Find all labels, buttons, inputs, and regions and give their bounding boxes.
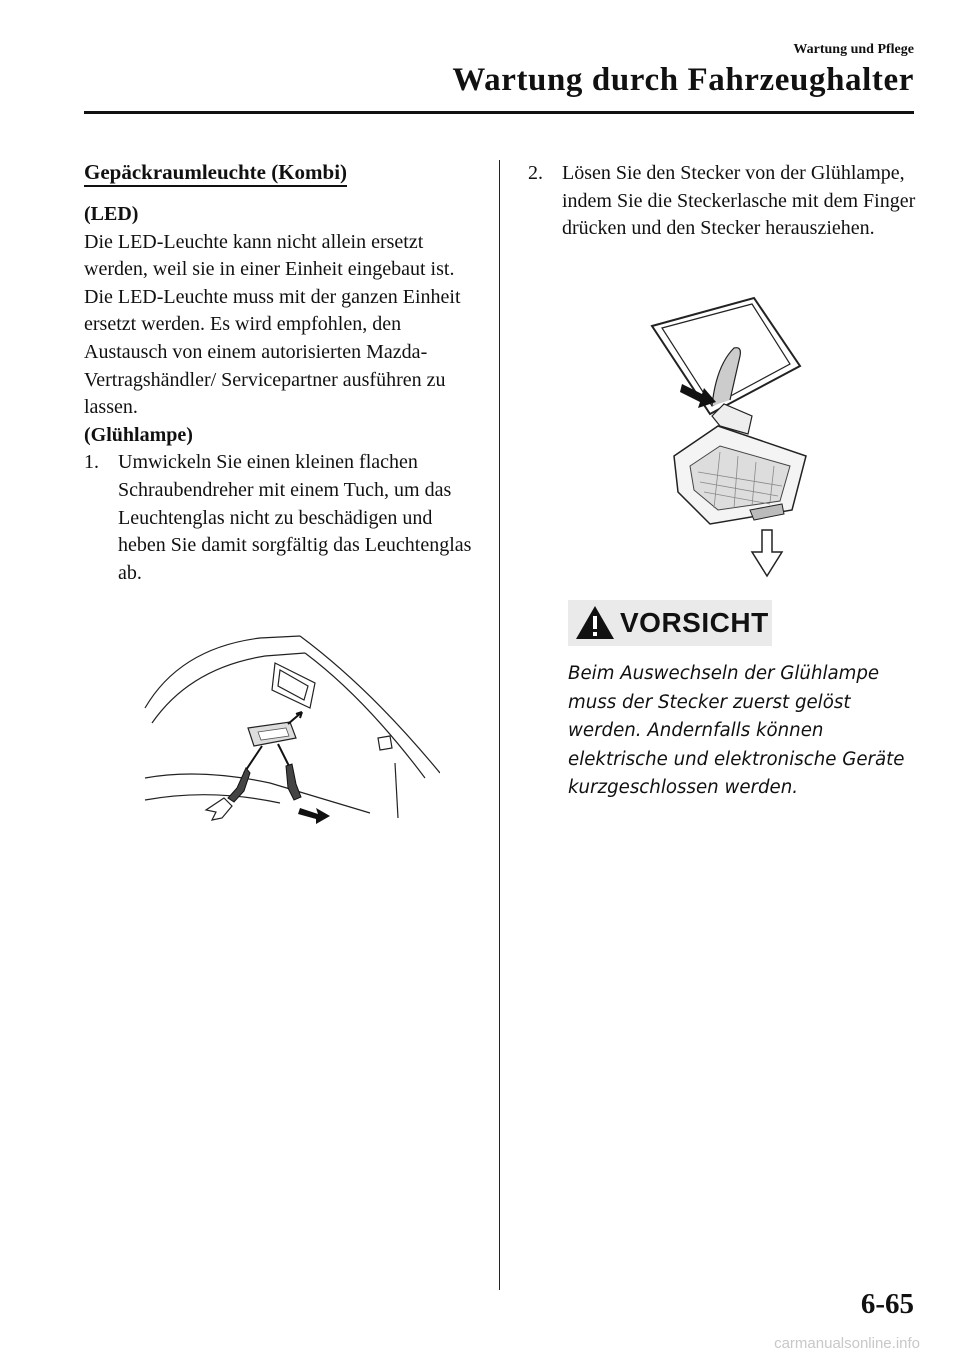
warning-text: Beim Auswechseln der Glühlampe muss der Stecker zuerst gelöst werden. Andernfalls können elektrische und elektronische Geräte kurzgeschlossen werden. xyxy=(568,663,905,798)
figure-connector-removal xyxy=(650,296,810,580)
lens-plate xyxy=(248,722,296,746)
step-1 xyxy=(84,449,479,587)
left-column xyxy=(84,160,479,587)
led-paragraph-1: Die LED-Leuchte kann nicht allein ersetzt werden, weil sie in einer Einheit eingebaut ist. xyxy=(84,230,455,281)
watermark: carmanualsonline.info xyxy=(774,1335,920,1352)
warning-triangle-icon xyxy=(574,603,616,643)
step-2-text: Lösen Sie den Stecker von der Glühlampe, indem Sie die Steckerlasche mit dem Finger drücken und den Stecker herausziehen. xyxy=(562,162,916,240)
pull-down-arrow-icon xyxy=(752,530,782,576)
arrow-down-right-icon xyxy=(298,808,330,824)
figure-lens-removal xyxy=(140,628,440,828)
header-title: Wartung durch Fahrzeughalter xyxy=(452,62,914,98)
warning-title: VORSICHT xyxy=(620,607,769,638)
arrow-down-left-icon xyxy=(206,798,232,820)
step-2-number: 2. xyxy=(528,162,543,184)
step-2 xyxy=(528,160,918,243)
warning-banner xyxy=(568,600,772,646)
page-number: 6-65 xyxy=(860,1288,914,1320)
screwdriver-right-icon xyxy=(278,744,301,800)
light-housing xyxy=(674,404,806,524)
header-section-label: Wartung und Pflege xyxy=(793,42,914,57)
step-1-number: 1. xyxy=(84,451,99,474)
column-divider xyxy=(499,160,500,1290)
led-paragraph-2: Die LED-Leuchte muss mit der ganzen Einheit ersetzt werden. Es wird empfohlen, den Austausch von einem autorisierten Mazda-Vertragshändler/ Servicepartner ausführen zu lassen. xyxy=(84,285,461,419)
pointer-arrow-icon xyxy=(288,712,302,724)
right-column xyxy=(528,160,918,243)
step-1-text: Umwickeln Sie einen kleinen flachen Schraubendreher mit einem Tuch, um das Leuchtenglas nicht zu beschädigen und heben Sie damit sorgfältig das Leuchtenglas ab. xyxy=(118,451,472,584)
section-heading: Gepäckraumleuchte (Kombi) xyxy=(84,160,347,187)
screwdriver-left-icon xyxy=(228,746,262,802)
led-label: (LED) xyxy=(84,203,139,225)
header-rule xyxy=(84,111,914,114)
bulb-label: (Glühlampe) xyxy=(84,423,193,446)
